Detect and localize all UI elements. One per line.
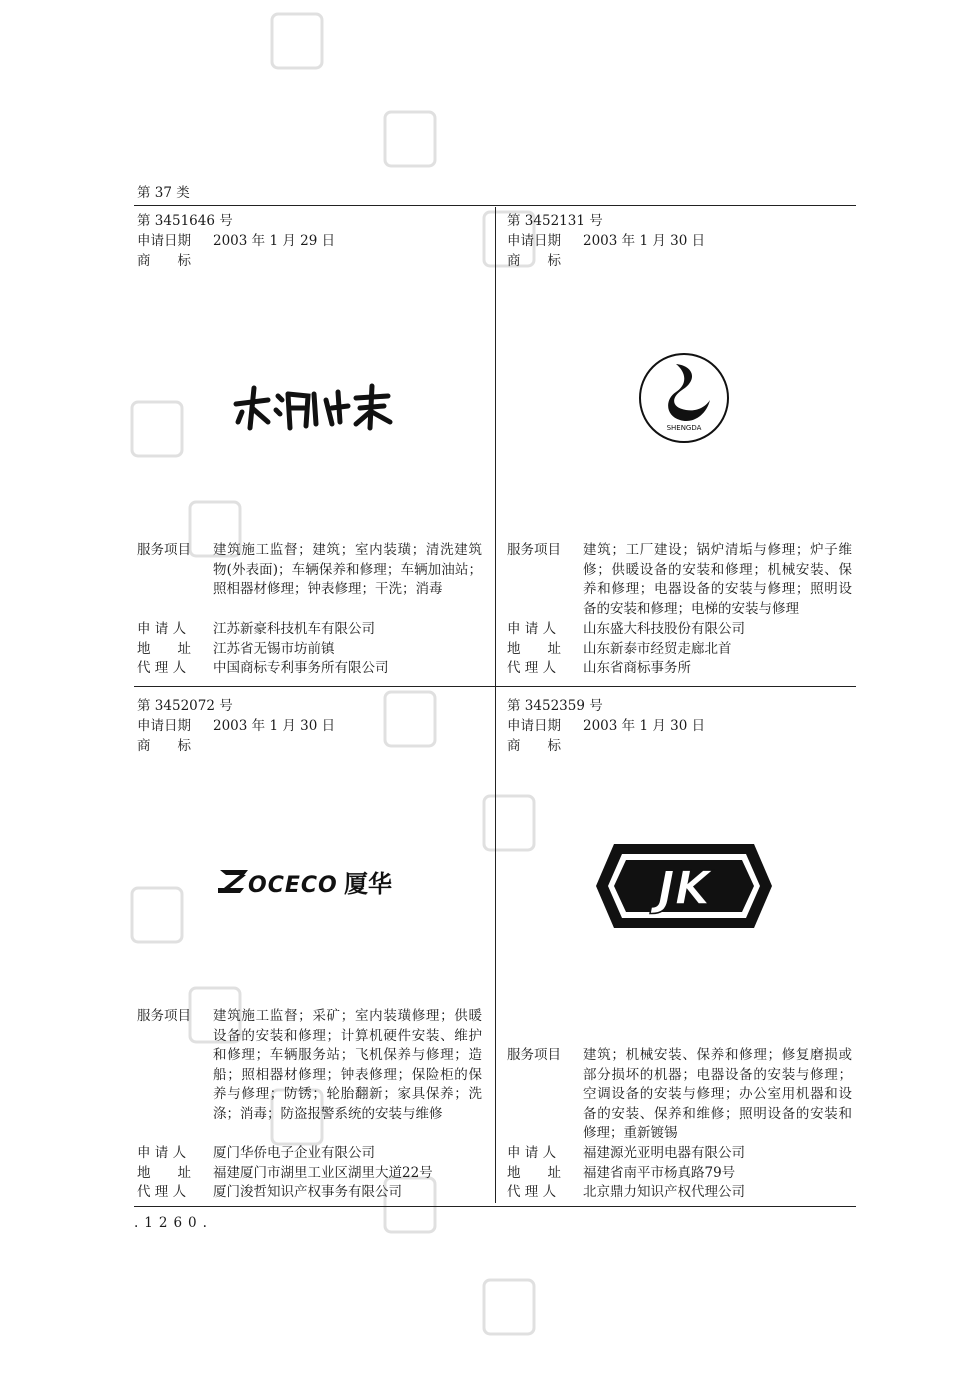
- registration-number: 第 3452359 号: [507, 698, 603, 714]
- services-text: 建筑施工监督；建筑；室内装璜；清洗建筑物(外表面)；车辆保养和修理；车辆加油站；照相器材修理；钟表修理；干洗；消毒: [213, 542, 482, 597]
- registration-number: 第 3452072 号: [137, 698, 233, 714]
- application-date: 申请日期 2003 年 1 月 30 日: [137, 718, 336, 734]
- trademark-logo: [228, 378, 398, 438]
- mark-label: 商 标: [137, 738, 191, 754]
- agent: 代 理 人 中国商标专利事务所有限公司: [137, 660, 389, 676]
- registration-number: 第 3452131 号: [507, 213, 603, 229]
- applicant: 申 请 人 福建源光亚明电器有限公司: [507, 1145, 745, 1161]
- services: 服务项目 建筑；机械安装、保养和修理；修复磨损或部分损坏的机器；电器设备的安装与修理；空调设备的安装与修理；办公室用机器和设备的安装、保养和维修；照明设备的安装和修理；重新镀锡: [507, 1046, 852, 1145]
- agent: 代 理 人 山东省商标事务所: [507, 660, 691, 676]
- mark-label: 商 标: [507, 738, 561, 754]
- services-text: 建筑；机械安装、保养和修理；修复磨损或部分损坏的机器；电器设备的安装与修理；空调设备的安装与修理；办公室用机器和设备的安装、保养和维修；照明设备的安装和修理；重新镀锡: [583, 1047, 852, 1141]
- svg-text:JK: JK: [657, 861, 711, 915]
- agent: 代 理 人 厦门浚哲知识产权事务有限公司: [137, 1184, 402, 1200]
- header-rule: [134, 205, 856, 206]
- row-divider: [134, 686, 856, 687]
- address: 地 址 福建省南平市杨真路79号: [507, 1165, 736, 1181]
- services: 服务项目 建筑；工厂建设；锅炉清垢与修理；炉子维修；供暖设备的安装和修理；机械安装、保养和修理；电器设备的安装与修理；照明设备的安装和修理；电梯的安装与修理: [507, 541, 852, 621]
- services-text: 建筑施工监督；采矿；室内装璜修理；供暖设备的安装和修理；计算机硬件安装、维护和修理；车辆服务站；飞机保养与修理；造船；照相器材修理；钟表修理；保险柜的保养与修理；防锈；轮胎翻新；家具保养；洗涤；消毒；防盗报警系统的安装与维修: [213, 1008, 482, 1122]
- agent: 代 理 人 北京鼎力知识产权代理公司: [507, 1184, 745, 1200]
- applicant: 申 请 人 江苏新豪科技机车有限公司: [137, 621, 375, 637]
- page-number: .1260.: [134, 1215, 213, 1231]
- trademark-logo: [592, 838, 776, 934]
- mark-label: 商 标: [507, 253, 561, 269]
- trademark-logo: [636, 350, 732, 446]
- category-header: 第 37 类: [137, 185, 190, 201]
- application-date: 申请日期 2003 年 1 月 30 日: [507, 718, 706, 734]
- registration-number: 第 3451646 号: [137, 213, 233, 229]
- applicant: 申 请 人 厦门华侨电子企业有限公司: [137, 1145, 375, 1161]
- application-date: 申请日期 2003 年 1 月 29 日: [137, 233, 336, 249]
- services-text: 建筑；工厂建设；锅炉清垢与修理；炉子维修；供暖设备的安装和修理；机械安装、保养和修理；电器设备的安装与修理；照明设备的安装和修理；电梯的安装与修理: [583, 542, 852, 617]
- svg-text:厦华: 厦华: [344, 870, 392, 898]
- trademark-logo: [218, 862, 408, 898]
- svg-text:OCECO: OCECO: [248, 873, 338, 898]
- address: 地 址 山东新泰市经贸走廊北首: [507, 641, 732, 657]
- svg-text:SHENGDA: SHENGDA: [666, 424, 702, 432]
- services: 服务项目 建筑施工监督；建筑；室内装璜；清洗建筑物(外表面)；车辆保养和修理；车辆加油站；照相器材修理；钟表修理；干洗；消毒: [137, 541, 482, 621]
- services: 服务项目 建筑施工监督；采矿；室内装璜修理；供暖设备的安装和修理；计算机硬件安装、维护和修理；车辆服务站；飞机保养与修理；造船；照相器材修理；钟表修理；保险柜的保养与修理；防锈；轮胎翻新；家具保养；洗涤；消毒；防盗报警系统的安装与维修: [137, 1007, 482, 1145]
- applicant: 申 请 人 山东盛大科技股份有限公司: [507, 621, 745, 637]
- column-divider: [495, 207, 496, 1203]
- address: 地 址 江苏省无锡市坊前镇: [137, 641, 335, 657]
- address: 地 址 福建厦门市湖里工业区湖里大道22号: [137, 1165, 433, 1181]
- application-date: 申请日期 2003 年 1 月 30 日: [507, 233, 706, 249]
- mark-label: 商 标: [137, 253, 191, 269]
- footer-rule: [134, 1206, 856, 1207]
